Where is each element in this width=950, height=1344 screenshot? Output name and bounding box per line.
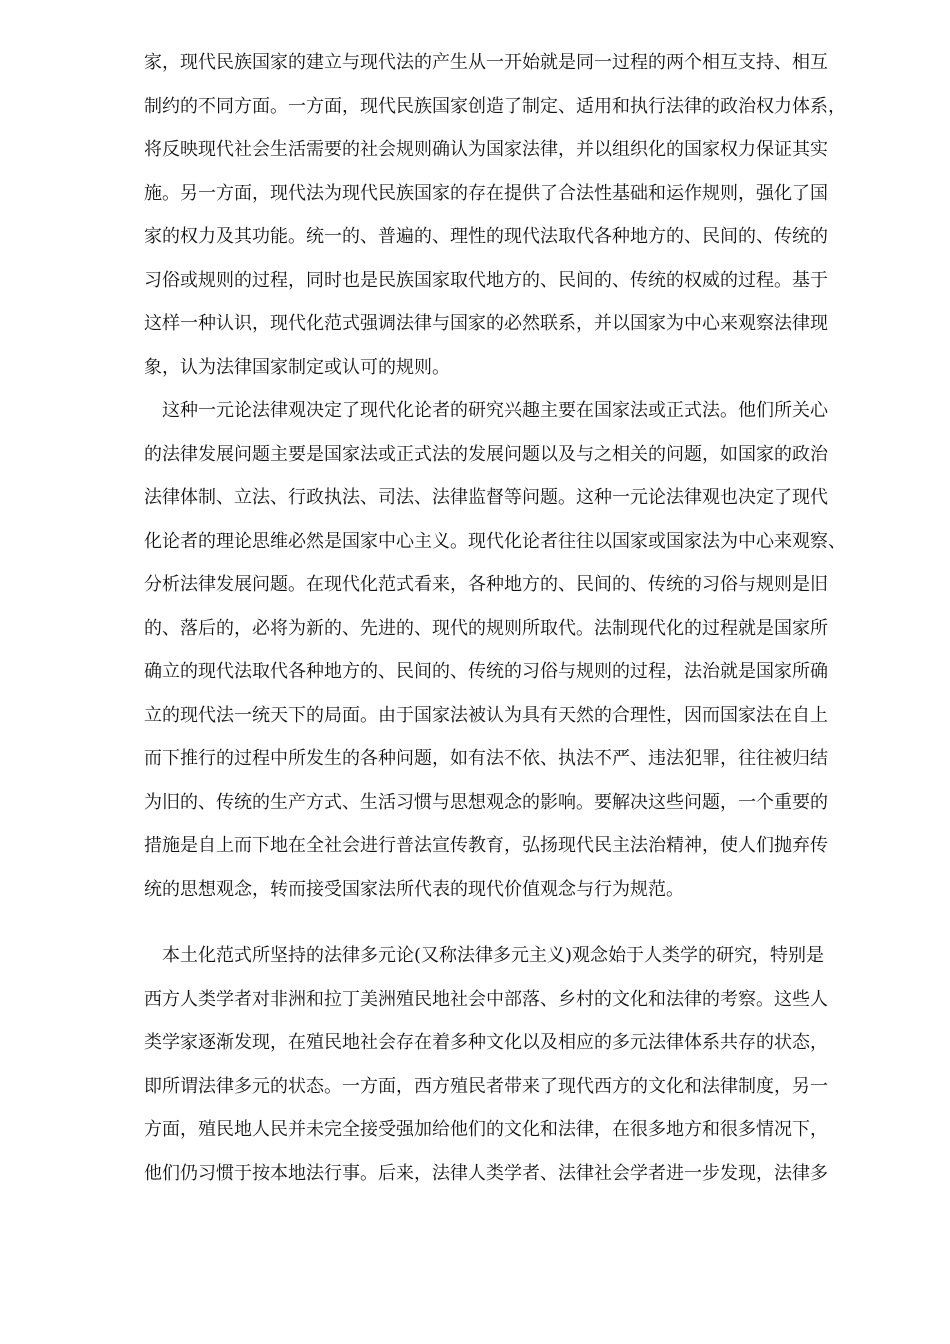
paragraph-3 xyxy=(144,934,884,1195)
paragraph-line: 方面，殖民地人民并未完全接受强加给他们的文化和法律，在很多地方和很多情况下， xyxy=(144,1119,828,1140)
paragraph-line: 为旧的、传统的生产方式、生活习惯与思想观念的影响。要解决这些问题，一个重要的 xyxy=(144,791,828,813)
paragraph-1 xyxy=(144,41,884,389)
paragraph-line: 立的现代法一统天下的局面。由于国家法被认为具有天然的合理性，因而国家法在自上 xyxy=(144,704,828,726)
paragraph-line: 而下推行的过程中所发生的各种问题，如有法不依、执法不严、违法犯罪，往往被归结 xyxy=(144,748,828,769)
paragraph-line: 的法律发展问题主要是国家法或正式法的发展问题以及与之相关的问题，如国家的政治 xyxy=(144,443,828,465)
paragraph-line: 措施是自上而下地在全社会进行普法宣传教育，弘扬现代民主法治精神，使人们抛弃传 xyxy=(144,835,828,856)
paragraph-line: 施。另一方面，现代法为现代民族国家的存在提供了合法性基础和运作规则，强化了国 xyxy=(144,182,828,204)
paragraph-line: 的、落后的，必将为新的、先进的、现代的规则所取代。法制现代化的过程就是国家所 xyxy=(144,617,828,639)
paragraph-line: 即所谓法律多元的状态。一方面，西方殖民者带来了现代西方的文化和法律制度，另一 xyxy=(144,1075,828,1097)
paragraph-first-line: 本土化范式所坚持的法律多元论(又称法律多元主义)观念始于人类学的研究，特别是 xyxy=(162,945,825,966)
paragraph-line: 他们仍习惯于按本地法行事。后来，法律人类学者、法律社会学者进一步发现，法律多 xyxy=(144,1162,828,1184)
paragraph-line: 家的权力及其功能。统一的、普遍的、理性的现代法取代各种地方的、民间的、传统的 xyxy=(144,226,828,247)
paragraph-first-line: 这种一元论法律观决定了现代化论者的研究兴趣主要在国家法或正式法。他们所关心 xyxy=(162,400,828,421)
paragraph-line: 象，认为法律国家制定或认可的规则。 xyxy=(144,356,450,378)
paragraph-line: 统的思想观念，转而接受国家法所代表的现代价值观念与行为规范。 xyxy=(144,878,684,900)
paragraph-line: 制约的不同方面。一方面，现代民族国家创造了制定、适用和执行法律的政治权力体系， xyxy=(144,95,846,117)
paragraph-line: 法律体制、立法、行政执法、司法、法律监督等问题。这种一元论法律观也决定了现代 xyxy=(144,487,828,508)
paragraph-line: 习俗或规则的过程，同时也是民族国家取代地方的、民间的、传统的权威的过程。基于 xyxy=(144,269,828,291)
paragraph-line: 这样一种认识，现代化范式强调法律与国家的必然联系，并以国家为中心来观察法律现 xyxy=(144,313,828,334)
paragraph-line: 西方人类学者对非洲和拉丁美洲殖民地社会中部落、乡村的文化和法律的考察。这些人 xyxy=(144,988,828,1010)
paragraph-line: 类学家逐渐发现，在殖民地社会存在着多种文化以及相应的多元法律体系共存的状态， xyxy=(144,1032,828,1053)
paragraph-line: 家，现代民族国家的建立与现代法的产生从一开始就是同一过程的两个相互支持、相互 xyxy=(144,52,828,73)
paragraph-2 xyxy=(144,389,884,911)
paragraph-line: 化论者的理论思维必然是国家中心主义。现代化论者往往以国家或国家法为中心来观察、 xyxy=(144,530,846,552)
paragraph-line: 确立的现代法取代各种地方的、民间的、传统的习俗与规则的过程，法治就是国家所确 xyxy=(144,661,828,682)
paragraph-line: 将反映现代社会生活需要的社会规则确认为国家法律，并以组织化的国家权力保证其实 xyxy=(144,139,828,160)
paragraph-line: 分析法律发展问题。在现代化范式看来，各种地方的、民间的、传统的习俗与规则是旧 xyxy=(144,574,828,595)
